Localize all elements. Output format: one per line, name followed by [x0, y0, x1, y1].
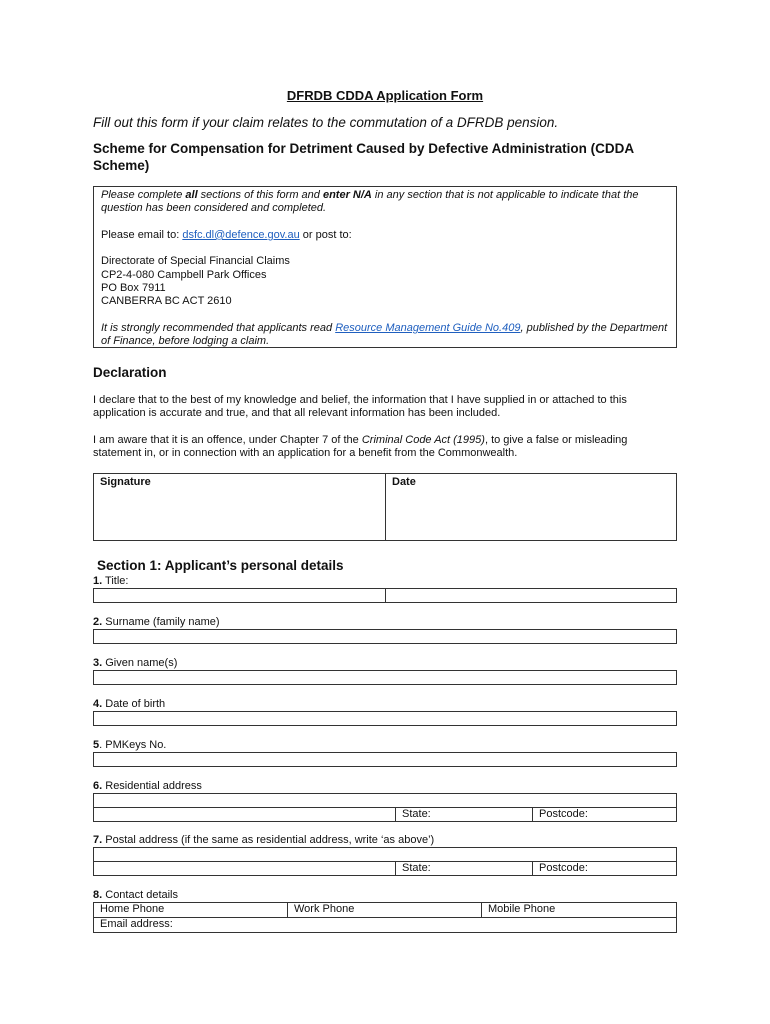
postal-postcode-field[interactable]: Postcode: — [539, 862, 588, 874]
postal-address-line: CANBERRA BC ACT 2610 — [101, 295, 232, 308]
postal-state-field[interactable]: State: — [396, 861, 533, 875]
residential-postcode-field[interactable]: Postcode: — [539, 808, 588, 820]
email-instruction: Please email to: dsfc.dl@defence.gov.au or post to: — [101, 228, 352, 241]
postal-address-label: 7. Postal address (if the same as residential address, write ‘as above’) — [93, 834, 435, 846]
postal-address-field[interactable] — [93, 847, 677, 862]
recommendation-text: It is strongly recommended that applicants read Resource Management Guide No.409, published by the Department of Finance, before lodging a claim. — [101, 321, 668, 348]
declaration-heading: Declaration — [93, 365, 167, 380]
section1-heading: Section 1: Applicant’s personal details — [97, 558, 344, 573]
work-phone-field[interactable]: Work Phone — [288, 903, 482, 917]
title-field[interactable] — [93, 588, 677, 603]
signature-field[interactable]: Signature — [94, 474, 386, 540]
declaration-para-2: I am aware that it is an offence, under Chapter 7 of the Criminal Code Act (1995), to give a false or misleading statement in, or in connection with an application for a benefit from the Commonwealth. — [93, 434, 628, 460]
scheme-title: Scheme for Compensation for Detriment Caused by Defective Administration (CDDA Scheme) — [93, 141, 634, 173]
postal-address-line2[interactable] — [94, 861, 396, 875]
residential-address-label: 6. Residential address — [93, 780, 202, 792]
mobile-phone-field[interactable]: Mobile Phone — [488, 903, 556, 915]
dob-field[interactable] — [93, 711, 677, 726]
rmg-409-link[interactable]: Resource Management Guide No.409 — [335, 321, 521, 334]
residential-state-postcode-row — [93, 807, 677, 822]
surname-field[interactable] — [93, 629, 677, 644]
postal-address-line: PO Box 7911 — [101, 282, 166, 295]
residential-address-field[interactable] — [93, 793, 677, 808]
given-names-label: 3. Given name(s) — [93, 657, 178, 669]
postal-address-line: Directorate of Special Financial Claims — [101, 255, 290, 268]
email-address-field[interactable]: Email address: — [100, 918, 173, 930]
form-title: DFRDB CDDA Application Form — [286, 88, 484, 103]
date-field[interactable]: Date — [392, 476, 416, 488]
title-label: 1. Title: — [93, 575, 129, 587]
declaration-para-1: I declare that to the best of my knowledge and belief, the information that I have supplied in or attached to this application is accurate and true, and that all relevant information has been included. — [93, 394, 627, 420]
surname-label: 2. Surname (family name) — [93, 616, 220, 628]
given-names-field[interactable] — [93, 670, 677, 685]
postal-state-postcode-row — [93, 861, 677, 876]
form-subtitle: Fill out this form if your claim relates to the commutation of a DFRDB pension. — [93, 115, 559, 130]
contact-details-label: 8. Contact details — [93, 889, 179, 901]
instructions-box — [93, 186, 677, 348]
residential-state-field[interactable]: State: — [396, 807, 533, 821]
email-link[interactable]: dsfc.dl@defence.gov.au — [182, 228, 300, 241]
pmkeys-label: 5. PMKeys No. — [93, 739, 167, 751]
signature-date-box — [93, 473, 677, 541]
home-phone-field[interactable]: Home Phone — [94, 903, 288, 917]
postal-address-line: CP2-4-080 Campbell Park Offices — [101, 268, 267, 281]
dob-label: 4. Date of birth — [93, 698, 166, 710]
instructions-text: Please complete all sections of this form and enter N/A in any section that is not applicable to indicate that the question has been considered and completed. — [101, 189, 639, 215]
residential-address-line2[interactable] — [94, 807, 396, 821]
pmkeys-field[interactable] — [93, 752, 677, 767]
contact-details-table — [93, 902, 677, 933]
